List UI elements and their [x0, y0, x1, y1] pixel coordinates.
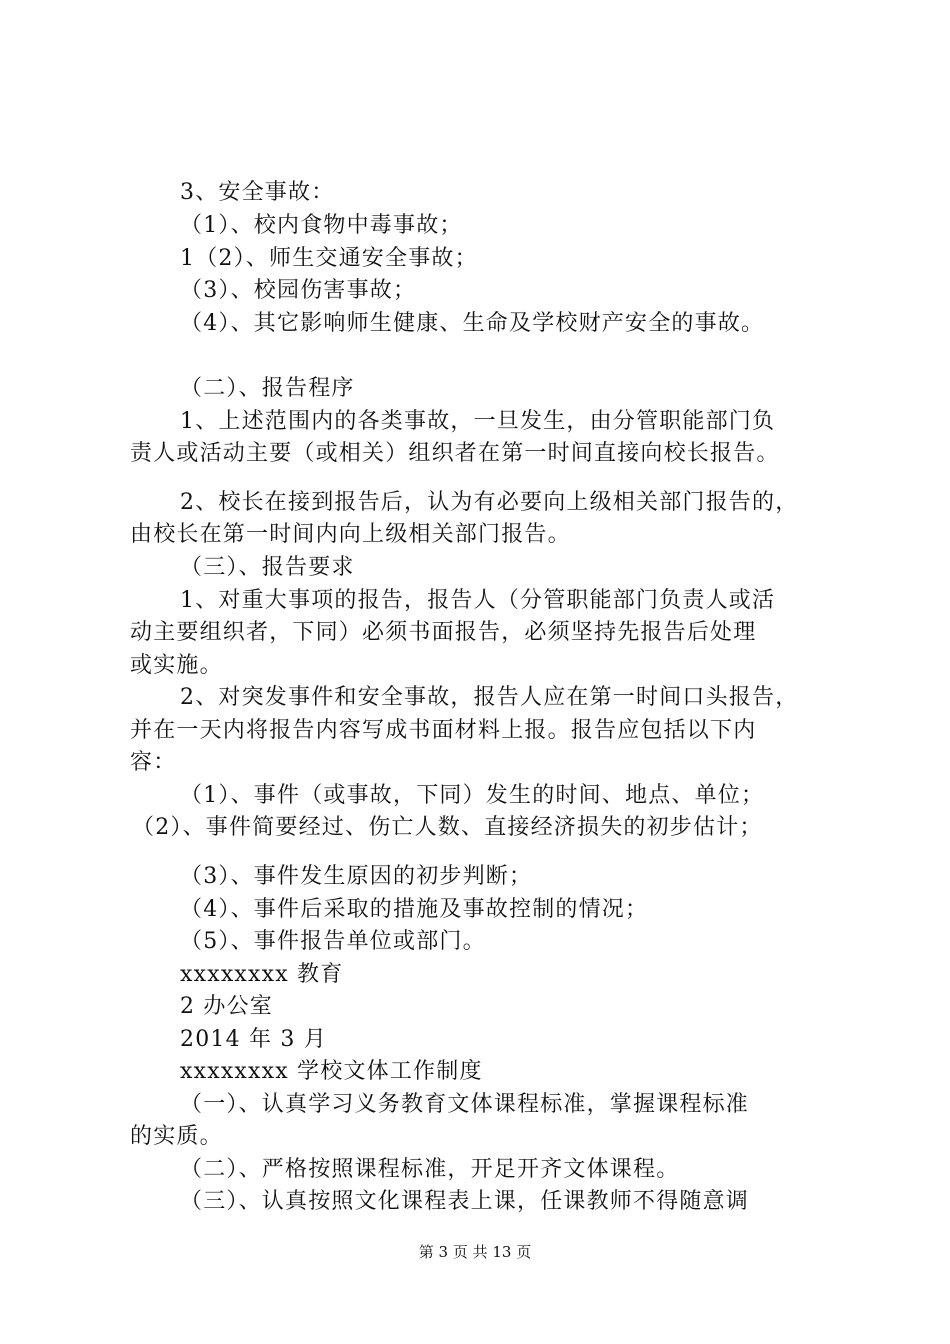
text-line: 2 办公室 [180, 994, 273, 1019]
text-line: （2）、事件简要经过、伤亡人数、直接经济损失的初步估计； [132, 815, 763, 840]
text-line: 容： [130, 750, 177, 775]
text-line: 的实质。 [130, 1124, 223, 1149]
text-line: 2、对突发事件和安全事故，报告人应在第一时间口头报告， [180, 685, 799, 710]
document-title: xxxxxxxx 学校文体工作制度 [180, 1059, 483, 1084]
text-line: 2014 年 3 月 [180, 1027, 327, 1052]
page-number-footer: 第 3 页 共 13 页 [418, 1243, 532, 1261]
text-line: （3）、校园伤害事故； [180, 278, 417, 303]
text-line: 由校长在第一时间内向上级相关部门报告。 [130, 522, 571, 547]
text-line: （1）、校内食物中毒事故； [180, 213, 463, 238]
text-line: （3）、事件发生原因的初步判断； [180, 864, 533, 889]
text-line: 动主要组织者，下同）必须书面报告，必须坚持先报告后处理 [130, 620, 757, 645]
text-line: （一）、认真学习义务教育文体课程标准，掌握课程标准 [180, 1092, 750, 1117]
text-line: 2、校长在接到报告后，认为有必要向上级相关部门报告的， [180, 490, 799, 515]
text-line: （三）、认真按照文化课程表上课，任课教师不得随意调 [180, 1189, 750, 1214]
text-line: 或实施。 [130, 653, 223, 678]
text-line: 3、安全事故： [180, 180, 335, 205]
text-line: 1、上述范围内的各类事故，一旦发生，由分管职能部门负 [180, 409, 776, 434]
text-line: （4）、其它影响师生健康、生命及学校财产安全的事故。 [180, 311, 765, 336]
text-line: 1、对重大事项的报告，报告人（分管职能部门负责人或活 [180, 588, 776, 613]
text-line: （4）、事件后采取的措施及事故控制的情况； [180, 897, 649, 922]
text-line: xxxxxxxx 教育 [180, 962, 344, 987]
text-line: 1（2）、师生交通安全事故； [180, 246, 478, 271]
text-line: 并在一天内将报告内容写成书面材料上报。报告应包括以下内 [130, 718, 757, 743]
section-heading: （三）、报告要求 [180, 555, 355, 580]
text-line: （1）、事件（或事故，下同）发生的时间、地点、单位； [180, 783, 765, 808]
text-line: 责人或活动主要（或相关）组织者在第一时间直接向校长报告。 [130, 441, 780, 466]
section-heading: （二）、报告程序 [180, 376, 355, 401]
text-line: （5）、事件报告单位或部门。 [180, 929, 486, 954]
text-line: （二）、严格按照课程标准，开足开齐文体课程。 [180, 1157, 680, 1182]
